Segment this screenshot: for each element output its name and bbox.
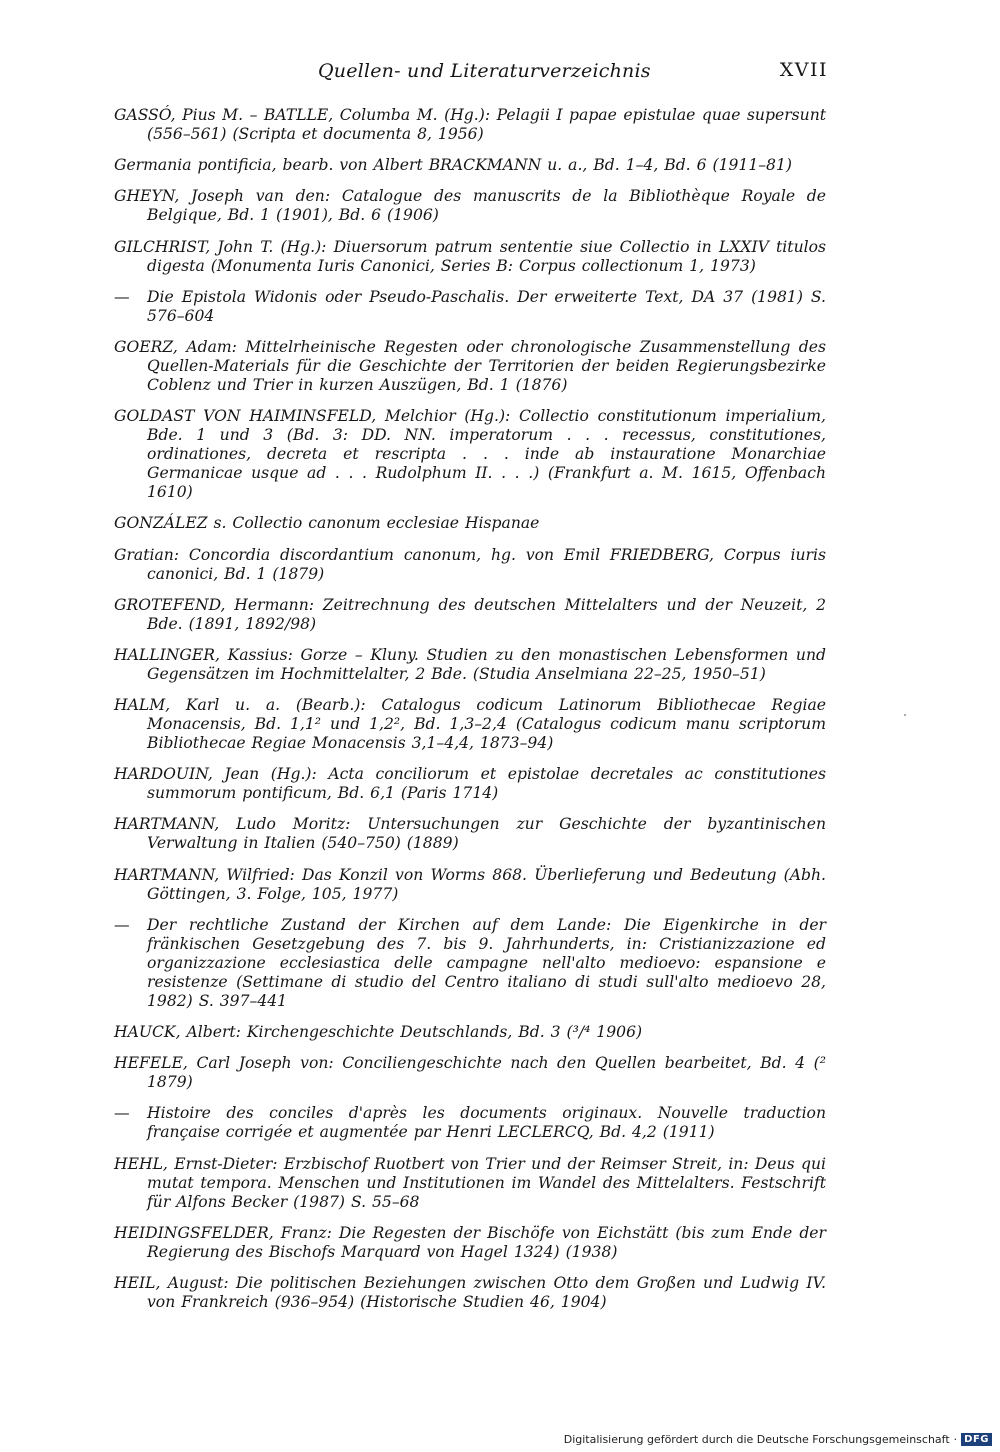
bibliography-entry bbox=[114, 288, 826, 326]
ditto-dash: — bbox=[114, 915, 130, 934]
page-title: Quellen- und Literaturverzeichnis bbox=[318, 60, 651, 82]
bibliography-entry bbox=[114, 407, 826, 502]
dfg-logo: DFG bbox=[961, 1433, 992, 1446]
entry-text: Histoire des conciles d'après les documents originaux. Nouvelle traduction française corrigée et augmentée par Henri LECLERCQ, Bd. 4,2 (1911) bbox=[147, 1104, 826, 1142]
bibliography-entry bbox=[114, 106, 826, 144]
bibliography-entry bbox=[114, 765, 826, 803]
entry-text: HALM, Karl u. a. (Bearb.): Catalogus codicum Latinorum Bibliothecae Regiae Monacensis, Bd. 1,1² und 1,2², Bd. 1,3–2,4 (Catalogus codicum manu scriptorum Bibliothecae Regiae Monacensis 3,1–4,4, 1873–94) bbox=[114, 696, 826, 753]
entry-text: HARTMANN, Wilfried: Das Konzil von Worms 868. Überlieferung und Bedeutung (Abh. Göttingen, 3. Folge, 105, 1977) bbox=[114, 865, 826, 903]
entry-text: Der rechtliche Zustand der Kirchen auf dem Lande: Die Eigenkirche in der fränkischen Gesetzgebung des 7. bis 9. Jahrhunderts, in: Cristianizzazione ed organizzazione ecclesiastica delle campagne nell'alto medioevo: espansione e resistenze (Settimane di studio del Centro italiano di studi sull'alto medioevo 28, 1982) S. 397–441 bbox=[147, 915, 826, 1010]
bibliography-entry bbox=[114, 696, 826, 753]
bibliography-entry bbox=[114, 1023, 826, 1042]
bibliography-entry bbox=[114, 866, 826, 904]
entry-text: HARTMANN, Ludo Moritz: Untersuchungen zur Geschichte der byzantinischen Verwaltung in Italien (540–750) (1889) bbox=[114, 815, 826, 853]
bibliography-entry bbox=[114, 338, 826, 395]
entry-text: HEFELE, Carl Joseph von: Conciliengeschichte nach den Quellen bearbeitet, Bd. 4 (² 1879) bbox=[114, 1054, 826, 1092]
bibliography-entry bbox=[114, 238, 826, 276]
footer-credit: Digitalisierung gefördert durch die Deutsche Forschungsgemeinschaft bbox=[563, 1433, 950, 1446]
entry-text: HEIL, August: Die politischen Beziehungen zwischen Otto dem Großen und Ludwig IV. von Frankreich (936–954) (Historische Studien 46, 1904) bbox=[114, 1273, 826, 1311]
entry-text: HEIDINGSFELDER, Franz: Die Regesten der Bischöfe von Eichstätt (bis zum Ende der Regierung des Bischofs Marquard von Hagel 1324) (1938) bbox=[114, 1223, 826, 1261]
entry-text: GOLDAST VON HAIMINSFELD, Melchior (Hg.): Collectio constitutionum imperialium, Bde. 1 und 3 (Bd. 3: DD. NN. imperatorum . . . recessus, constitutiones, ordinationes, decreta et rescripta . . . inde ab instauratione Monarchiae Germanicae usque ad . . . Rudolphum II. . . .) (Frankfurt a. M. 1615, Offenbach 1610) bbox=[114, 407, 826, 502]
entry-text: HARDOUIN, Jean (Hg.): Acta conciliorum et epistolae decretales ac constitutiones summorum pontificum, Bd. 6,1 (Paris 1714) bbox=[114, 765, 826, 803]
bibliography-entry bbox=[114, 1104, 826, 1142]
bibliography-entry bbox=[114, 546, 826, 584]
entry-text: Germania pontificia, bearb. von Albert BRACKMANN u. a., Bd. 1–4, Bd. 6 (1911–81) bbox=[114, 156, 792, 175]
entry-text: HEHL, Ernst-Dieter: Erzbischof Ruotbert von Trier und der Reimser Streit, in: Deus qui mutat tempora. Menschen und Institutionen im Wandel des Mittelalters. Festschrift für Alfons Becker (1987) S. 55–68 bbox=[114, 1154, 826, 1211]
bibliography-entry bbox=[114, 596, 826, 634]
entry-text: Die Epistola Widonis oder Pseudo-Paschalis. Der erweiterte Text, DA 37 (1981) S. 576–604 bbox=[147, 287, 826, 325]
bibliography-entry bbox=[114, 187, 826, 225]
entry-text: GASSÓ, Pius M. – BATLLE, Columba M. (Hg.): Pelagii I papae epistulae quae supersunt (556–561) (Scripta et documenta 8, 1956) bbox=[114, 106, 826, 143]
ditto-dash: — bbox=[114, 1104, 130, 1123]
bibliography-entry bbox=[114, 156, 826, 175]
footer bbox=[564, 1433, 992, 1446]
entry-text: Gratian: Concordia discordantium canonum, hg. von Emil FRIEDBERG, Corpus iuris canonici, Bd. 1 (1879) bbox=[114, 545, 826, 583]
bibliography-entry bbox=[114, 1224, 826, 1262]
entry-text: GROTEFEND, Hermann: Zeitrechnung des deutschen Mittelalters und der Neuzeit, 2 Bde. (1891, 1892/98) bbox=[114, 595, 826, 633]
entry-text: GOERZ, Adam: Mittelrheinische Regesten oder chronologische Zusammenstellung des Quellen-Materials für die Geschichte der Territorien der beiden Regierungsbezirke Coblenz und Trier in kurzen Auszügen, Bd. 1 (1876) bbox=[114, 337, 826, 394]
page-number: XVII bbox=[779, 59, 828, 81]
bibliography-entry bbox=[114, 646, 826, 684]
bibliography-entry bbox=[114, 1054, 826, 1092]
bibliography-entry bbox=[114, 1274, 826, 1312]
bibliography-list bbox=[114, 106, 826, 1324]
ditto-dash: — bbox=[114, 287, 130, 306]
footer-separator: · bbox=[953, 1433, 958, 1446]
bibliography-entry bbox=[114, 815, 826, 853]
entry-text: HALLINGER, Kassius: Gorze – Kluny. Studien zu den monastischen Lebensformen und Gegensätzen im Hochmittelalter, 2 Bde. (Studia Anselmiana 22–25, 1950–51) bbox=[114, 645, 826, 683]
bibliography-entry bbox=[114, 514, 826, 533]
scan-speck bbox=[904, 714, 906, 716]
bibliography-entry bbox=[114, 916, 826, 1011]
entry-text: GONZÁLEZ s. Collectio canonum ecclesiae Hispanae bbox=[114, 514, 540, 533]
entry-text: GHEYN, Joseph van den: Catalogue des manuscrits de la Bibliothèque Royale de Belgique, Bd. 1 (1901), Bd. 6 (1906) bbox=[114, 187, 826, 225]
entry-text: HAUCK, Albert: Kirchengeschichte Deutschlands, Bd. 3 (³/⁴ 1906) bbox=[114, 1023, 643, 1041]
entry-text: GILCHRIST, John T. (Hg.): Diuersorum patrum sententie siue Collectio in LXXIV titulos digesta (Monumenta Iuris Canonici, Series B: Corpus collectionum 1, 1973) bbox=[114, 237, 826, 275]
bibliography-entry bbox=[114, 1155, 826, 1212]
